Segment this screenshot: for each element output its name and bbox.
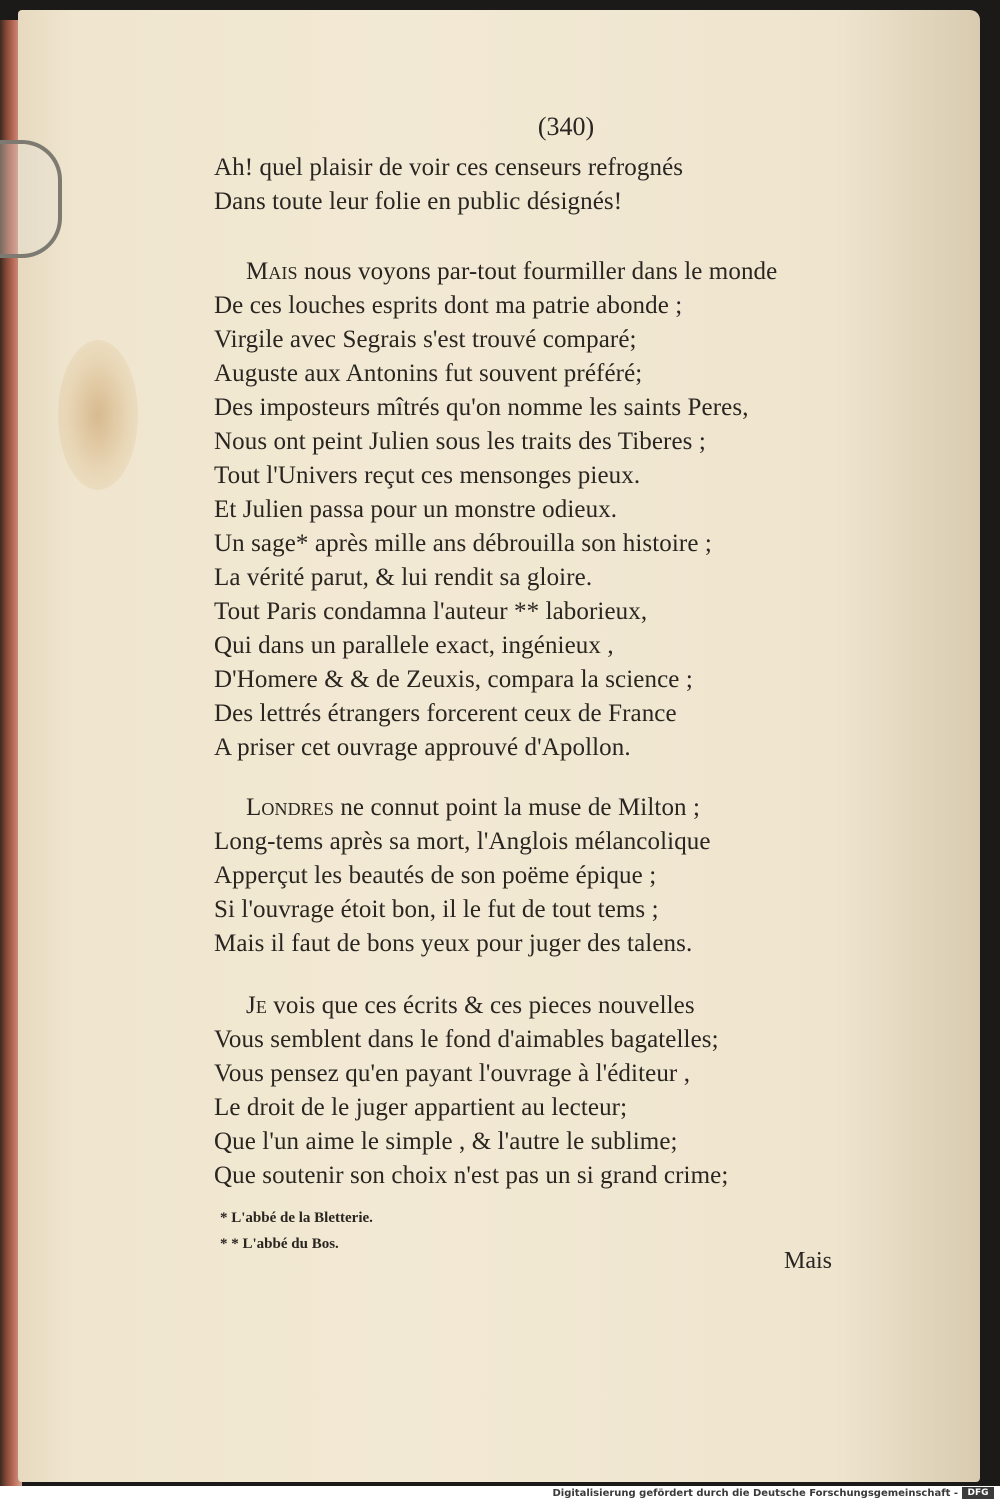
- catchword: Mais: [784, 1248, 832, 1274]
- verse-line: Tout Paris condamna l'auteur ** laborieux,: [214, 598, 648, 625]
- verse-line: La vérité parut, & lui rendit sa gloire.: [214, 564, 593, 591]
- verse-line: Dans toute leur folie en public désignés!: [214, 188, 623, 215]
- verse-line: Vous pensez qu'en payant l'ouvrage à l'éditeur ,: [214, 1060, 691, 1087]
- verse-line: Et Julien passa pour un monstre odieux.: [214, 496, 618, 523]
- footnote: * * L'abbé du Bos.: [220, 1236, 339, 1252]
- verse-line: Nous ont peint Julien sous les traits des Tiberes ;: [214, 428, 706, 455]
- stanza-lead-word: Je: [246, 992, 267, 1019]
- verse-line: A priser cet ouvrage approuvé d'Apollon.: [214, 734, 631, 761]
- verse-line-rest: vois que ces écrits & ces pieces nouvelles: [266, 992, 695, 1019]
- verse-line: Le droit de le juger appartient au lecteur;: [214, 1094, 628, 1121]
- verse-line: De ces louches esprits dont ma patrie abonde ;: [214, 292, 683, 319]
- verse-line: Virgile avec Segrais s'est trouvé comparé;: [214, 326, 637, 353]
- digitization-credit: Digitalisierung gefördert durch die Deutsche Forschungsgemeinschaft -: [552, 1488, 958, 1499]
- verse-line: Des imposteurs mîtrés qu'on nomme les saints Peres,: [214, 394, 749, 421]
- verse-line: Si l'ouvrage étoit bon, il le fut de tout tems ;: [214, 896, 659, 923]
- verse-line: D'Homere & & de Zeuxis, compara la science ;: [214, 666, 693, 693]
- verse-line: Ah! quel plaisir de voir ces censeurs refrognés: [214, 154, 684, 181]
- footnote: * L'abbé de la Bletterie.: [220, 1210, 373, 1226]
- verse-line: [246, 992, 695, 1020]
- page-clip: [0, 140, 62, 258]
- verse-line: Que soutenir son choix n'est pas un si grand crime;: [214, 1162, 729, 1189]
- verse-line: Auguste aux Antonins fut souvent préféré;: [214, 360, 643, 387]
- verse-line: Mais il faut de bons yeux pour juger des talens.: [214, 930, 693, 957]
- verse-line: Un sage* après mille ans débrouilla son histoire ;: [214, 530, 712, 557]
- water-stain: [58, 340, 138, 490]
- verse-line-rest: ne connut point la muse de Milton ;: [333, 794, 701, 821]
- verse-line: Vous semblent dans le fond d'aimables bagatelles;: [214, 1026, 719, 1053]
- page-number: (340): [537, 112, 595, 141]
- verse-line: Tout l'Univers reçut ces mensonges pieux.: [214, 462, 641, 489]
- verse-line: [246, 258, 777, 286]
- verse-line: Long-tems après sa mort, l'Anglois mélancolique: [214, 828, 711, 855]
- verse-line: [246, 794, 700, 822]
- verse-line: Des lettrés étrangers forcerent ceux de France: [214, 700, 677, 727]
- verse-line: Apperçut les beautés de son poëme épique ;: [214, 862, 657, 889]
- verse-line-rest: nous voyons par-tout fourmiller dans le monde: [297, 258, 778, 285]
- verse-line: Qui dans un parallele exact, ingénieux ,: [214, 632, 614, 659]
- verse-line: Que l'un aime le simple , & l'autre le sublime;: [214, 1128, 678, 1155]
- dfg-logo: DFG: [962, 1487, 994, 1499]
- paper-page: [18, 10, 980, 1482]
- stanza-lead-word: Londres: [246, 794, 334, 821]
- stanza-lead-word: Mais: [246, 258, 298, 285]
